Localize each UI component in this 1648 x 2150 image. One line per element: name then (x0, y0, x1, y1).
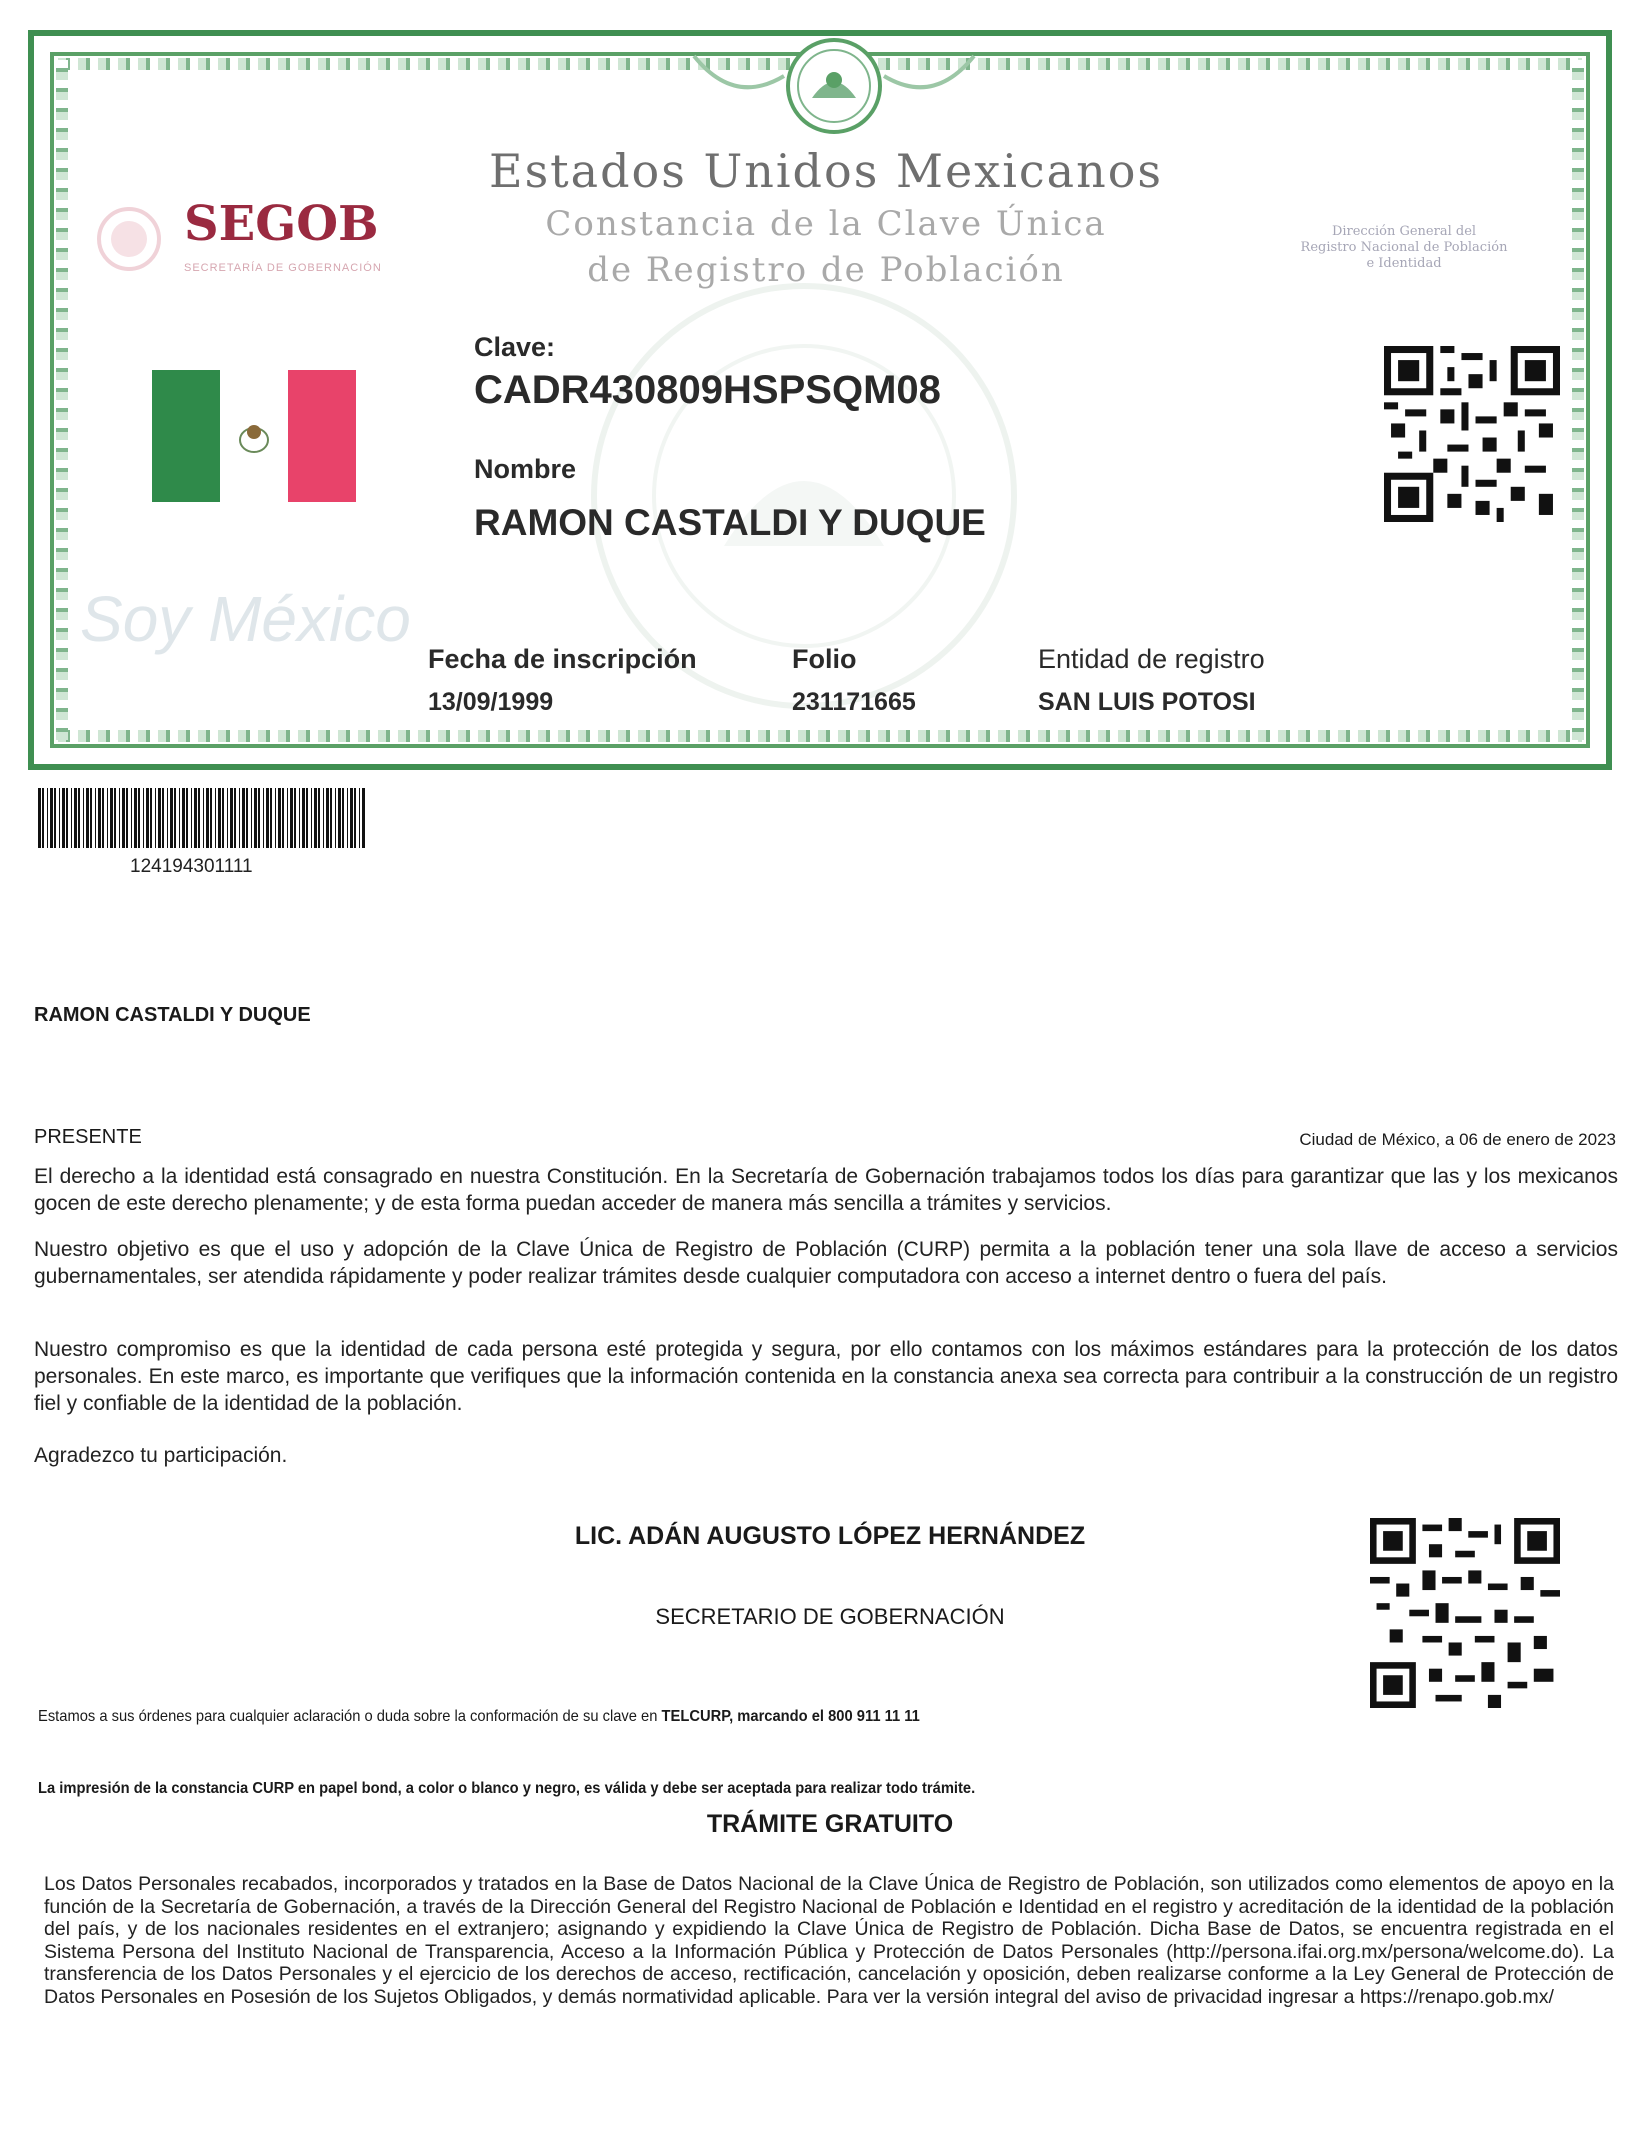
paragraph-1: El derecho a la identidad está consagrado en nuestra Constitución. En la Secretaría de Gobernación trabajamos todos los días para garantizar que las y los mexicanos gocen de este derecho plenamente; y de esta forma puedan acceder de manera más sencilla a trámites y servicios. (34, 1165, 1618, 1215)
clave-label: Clave: (474, 332, 556, 362)
agency-line1: Dirección General del (1331, 224, 1477, 239)
national-seal-icon (674, 36, 994, 146)
contact-text: Estamos a sus órdenes para cualquier aclaración o duda sobre la conformación de su clave en (38, 1708, 662, 1725)
paragraph-4: Agradezco tu participación. (34, 1444, 288, 1467)
segob-subtitle: SECRETARÍA DE GOBERNACIÓN (184, 262, 382, 274)
barcode-icon (38, 788, 368, 848)
nombre-label: Nombre (474, 454, 577, 484)
nombre-value: RAMON CASTALDI Y DUQUE (474, 502, 986, 543)
qr-code-icon (1384, 346, 1560, 522)
country-title: Estados Unidos Mexicanos (488, 144, 1164, 198)
folio-label: Folio (792, 644, 857, 674)
paragraph-3: Nuestro compromiso es que la identidad de cada persona esté protegida y segura, por ello contamos con los máximos estándares para la protección de los datos personales. En este marco, es importante que verifiques que la información contenida en la constancia anexa sea correcta para contribuir a la construcción de un registro fiel y confiable de la identidad de la población. (34, 1338, 1618, 1415)
addressee-name: RAMON CASTALDI Y DUQUE (34, 1004, 311, 1026)
segob-logo-text: SEGOB (184, 196, 379, 252)
folio-value: 231171665 (792, 688, 916, 716)
mexican-flag-icon (152, 370, 356, 502)
paragraph-2: Nuestro objetivo es que el uso y adopción de la Clave Única de Registro de Población (CURP) permita a la población tener una sola llave de acceso a servicios gubernamentales, ser atendida rápidamente y poder realizar trámites desde cualquier computadora con acceso a internet dentro o fuera del país. (34, 1238, 1618, 1288)
guilloche-band-bottom (58, 730, 1582, 742)
fecha-label: Fecha de inscripción (428, 644, 697, 674)
agency-name (1214, 224, 1594, 272)
entidad-value: SAN LUIS POTOSI (1038, 688, 1256, 716)
presente-label: PRESENTE (34, 1126, 142, 1148)
entidad-label: Entidad de registro (1038, 644, 1265, 674)
qr-code-secondary-icon (1370, 1518, 1560, 1708)
agency-line3: e Identidad (1366, 256, 1442, 271)
contact-line (38, 1708, 920, 1726)
validity-note: La impresión de la constancia CURP en papel bond, a color o blanco y negro, es válida y debe ser aceptada para realizar todo trámite. (38, 1780, 976, 1797)
soy-mexico-watermark: Soy México (80, 583, 411, 655)
agency-line2: Registro Nacional de Población (1300, 240, 1508, 255)
place-date: Ciudad de México, a 06 de enero de 2023 (1299, 1130, 1616, 1149)
free-procedure: TRÁMITE GRATUITO (706, 1810, 954, 1838)
contact-phone: TELCURP, marcando el 800 911 11 11 (661, 1708, 920, 1725)
curp-certificate (28, 30, 1612, 770)
fecha-value: 13/09/1999 (428, 688, 554, 716)
clave-value: CADR430809HSPSQM08 (474, 368, 941, 412)
signer-name: LIC. ADÁN AUGUSTO LÓPEZ HERNÁNDEZ (574, 1522, 1086, 1550)
document-title-line2: de Registro de Población (587, 250, 1065, 290)
document-title-line1: Constancia de la Clave Única (545, 204, 1107, 244)
privacy-notice: Los Datos Personales recabados, incorporados y tratados en la Base de Datos Nacional de la Clave Única de Registro de Población, son utilizados como elementos de apoyo en la función de la Secretaría de Gobernación, a través de la Dirección General del Registro Nacional de Población e Identidad en el registro y acreditación de la identidad de la población del país, y de los nacionales residentes en el extranjero; asignando y expidiendo la Clave Única de Registro de Población. Dicha Base de Datos, se encuentra registrada en el Sistema Persona del Instituto Nacional de Transparencia, Acceso a la Información Pública y Protección de Datos Personales (http://persona.ifai.org.mx/persona/welcome.do). La transferencia de los Datos Personales y el ejercicio de los derechos de acceso, rectificación, cancelación y oposición, deben realizarse conforme a la Ley General de Protección de Datos Personales en Posesión de los Sujetos Obligados, y demás normatividad aplicable. Para ver la versión integral del aviso de privacidad ingresar a https://renapo.gob.mx/ (44, 1873, 1614, 2008)
barcode-number: 124194301111 (130, 856, 253, 877)
segob-emblem-icon (94, 204, 164, 274)
signer-title: SECRETARIO DE GOBERNACIÓN (655, 1604, 1005, 1629)
